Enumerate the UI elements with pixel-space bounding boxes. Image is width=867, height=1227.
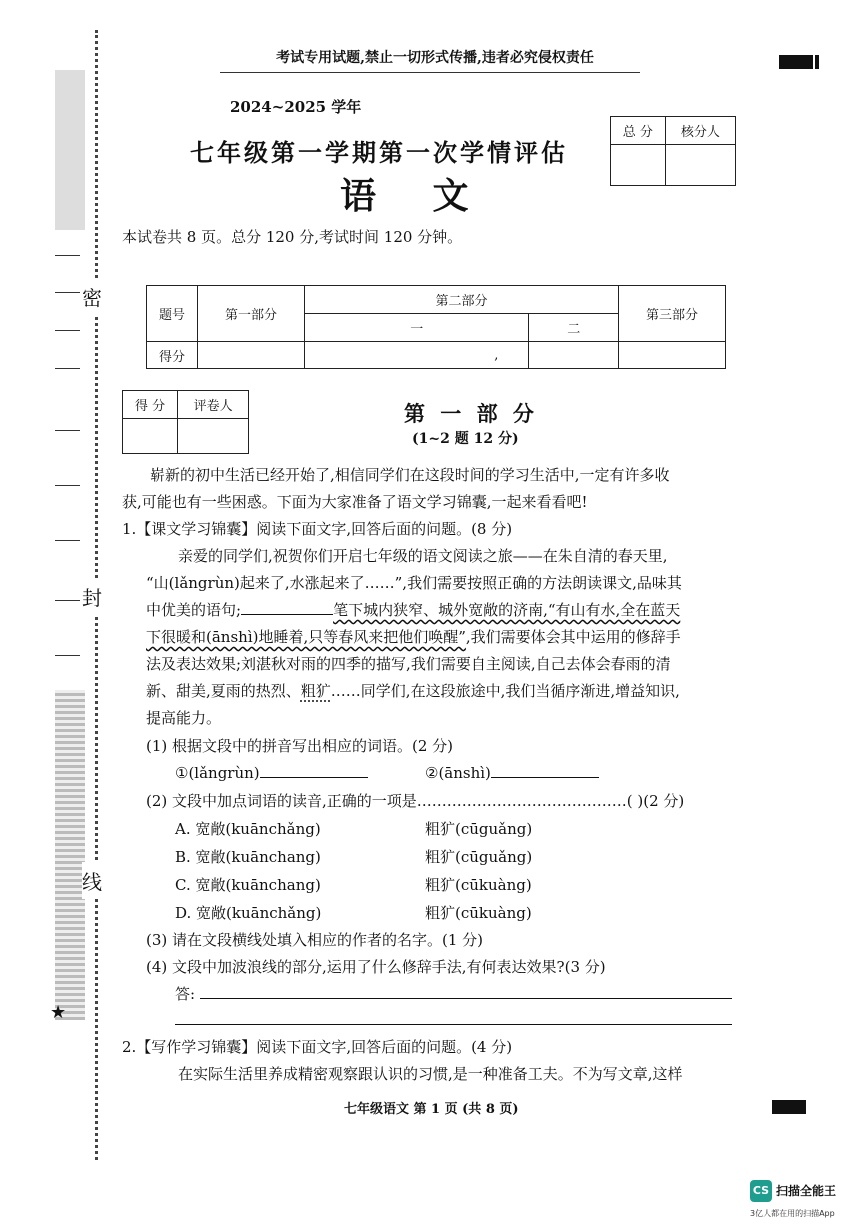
answer-line-1[interactable]	[200, 998, 732, 999]
binding-line-label: 线	[82, 862, 102, 899]
answer-label: 答:	[175, 985, 196, 1003]
binding-tick	[55, 255, 80, 256]
part1-score-input[interactable]	[123, 419, 178, 454]
q1-paragraph-line: 法及表达效果;刘湛秋对雨的四季的描写,我们需要自主阅读,自己去体会春雨的清	[146, 655, 671, 673]
part3-score-cell[interactable]	[619, 342, 726, 369]
answer-blank-1[interactable]	[260, 763, 368, 778]
answer-line-2[interactable]	[175, 1024, 732, 1025]
binding-tick	[55, 292, 80, 293]
q1-stem: 1.【课文学习锦囊】阅读下面文字,回答后面的问题。(8 分)	[122, 520, 513, 538]
wavy-text: 笔下城内狭窄、城外宽敞的济南,“有山有水,全在蓝天	[333, 601, 681, 619]
q1-sub1-b	[425, 763, 599, 782]
total-score-label: 总 分	[611, 117, 666, 145]
exam-title: 七年级第一学期第一次学情评估	[190, 138, 568, 167]
school-year: 2024~2025 学年	[230, 98, 362, 116]
binding-tick	[55, 540, 80, 541]
part3-header: 第三部分	[619, 286, 726, 342]
answer-blank-2[interactable]	[491, 763, 599, 778]
binding-tick	[55, 655, 80, 656]
binding-tick	[55, 600, 80, 601]
scanner-app-note: 3亿人都在用的扫描App	[750, 1209, 835, 1218]
cs-logo-icon: CS	[750, 1180, 772, 1202]
binding-strip-pattern	[55, 690, 85, 1020]
section-score-table	[146, 285, 726, 369]
q1-sub4: (4) 文段中加波浪线的部分,运用了什么修辞手法,有何表达效果?(3 分)	[146, 958, 606, 976]
part1-score-label: 得 分	[123, 391, 178, 419]
q1-paragraph-line: “山(lǎngrùn)起来了,水涨起来了……”,我们需要按照正确的方法朗读课文,品味其	[146, 574, 682, 592]
score-checker-cell[interactable]	[665, 145, 735, 186]
q1-sub3: (3) 请在文段横线处填入相应的作者的名字。(1 分)	[146, 931, 484, 949]
exam-subject: 语 文	[340, 175, 491, 217]
star-icon: ★	[50, 1002, 67, 1023]
exam-instructions: 本试卷共 8 页。总分 120 分,考试时间 120 分钟。	[122, 228, 463, 246]
dotted-word: 粗犷	[300, 682, 331, 700]
wavy-text: 下很暖和(ānshì)地睡着,只等春风来把他们唤醒”	[146, 628, 466, 646]
pinyin-an-shi: ②(ānshì)	[425, 764, 491, 782]
binding-tick	[55, 485, 80, 486]
option-a-right: 粗犷(cūguǎng)	[425, 820, 533, 838]
question-number-label: 题号	[147, 286, 198, 342]
binding-fix-label: 封	[82, 578, 102, 615]
q1-sub1-a	[175, 763, 368, 782]
part2-header: 第二部分	[305, 286, 619, 314]
part1-grader-box	[122, 390, 249, 454]
option-c-right: 粗犷(cūkuàng)	[425, 876, 532, 894]
page-footer: 七年级语文 第 1 页 (共 8 页)	[344, 1102, 519, 1117]
part1-score-cell[interactable]	[198, 342, 305, 369]
option-c[interactable]: C. 宽敞(kuānchang)	[175, 876, 321, 894]
binding-tick	[55, 430, 80, 431]
stray-mark: ,	[494, 347, 499, 363]
part2-sub1-header: 一	[305, 314, 529, 342]
q1-paragraph-line	[146, 626, 681, 647]
corner-mark-bottom	[772, 1100, 806, 1114]
corner-mark-small	[815, 55, 819, 69]
header-rule	[220, 72, 640, 73]
q2-stem: 2.【写作学习锦囊】阅读下面文字,回答后面的问题。(4 分)	[122, 1038, 513, 1056]
q1-paragraph-line	[146, 599, 680, 620]
q1-paragraph-line: 亲爱的同学们,祝贺你们开启七年级的语文阅读之旅——在朱自清的春天里,	[178, 547, 668, 565]
q1-paragraph-line: 提高能力。	[146, 709, 222, 727]
part1-title: 第 一 部 分	[404, 401, 538, 426]
q2-paragraph-line: 在实际生活里养成精密观察跟认识的习惯,是一种准备工夫。不为写文章,这样	[178, 1065, 683, 1083]
part2-sub2-header: 二	[529, 314, 619, 342]
option-b-right: 粗犷(cūguǎng)	[425, 848, 533, 866]
scanner-app-name: 扫描全能王	[776, 1184, 837, 1198]
part2-sub2-score-cell[interactable]	[529, 342, 619, 369]
q1-line3-start: 中优美的语句;	[146, 601, 242, 619]
q1-sub1: (1) 根据文段中的拼音写出相应的词语。(2 分)	[146, 737, 454, 755]
part1-subtitle: (1~2 题 12 分)	[412, 431, 519, 447]
part1-grader-input[interactable]	[178, 419, 249, 454]
copyright-notice: 考试专用试题,禁止一切形式传播,违者必究侵权责任	[276, 50, 594, 66]
q1-paragraph-line	[146, 680, 680, 701]
q1-line6-end: ……同学们,在这段旅途中,我们当循序渐进,增益知识,	[330, 682, 680, 700]
option-d-right: 粗犷(cūkuàng)	[425, 904, 532, 922]
binding-tick	[55, 330, 80, 331]
total-score-box	[610, 116, 736, 186]
part1-intro-line: 获,可能也有一些困惑。下面为大家准备了语文学习锦囊,一起来看看吧!	[122, 493, 588, 511]
part1-grader-label: 评卷人	[178, 391, 249, 419]
score-checker-label: 核分人	[665, 117, 735, 145]
option-a[interactable]: A. 宽敞(kuānchǎng)	[175, 820, 321, 838]
part2-sub1-score-cell[interactable]	[305, 342, 529, 369]
pinyin-lang-run: ①(lǎngrùn)	[175, 764, 260, 782]
q1-line4-end: ,我们需要体会其中运用的修辞手	[465, 628, 681, 646]
corner-mark	[779, 55, 813, 69]
author-blank[interactable]	[241, 600, 333, 615]
option-d[interactable]: D. 宽敞(kuānchǎng)	[175, 904, 322, 922]
binding-strip	[55, 70, 85, 230]
total-score-cell[interactable]	[611, 145, 666, 186]
binding-tick	[55, 368, 80, 369]
part1-intro-line: 崭新的初中生活已经开始了,相信同学们在这段时间的学习生活中,一定有许多收	[150, 466, 670, 484]
q1-sub2: (2) 文段中加点词语的读音,正确的一项是……………………………………( )(2 分)	[146, 792, 685, 810]
option-b[interactable]: B. 宽敞(kuānchang)	[175, 848, 321, 866]
part1-header: 第一部分	[198, 286, 305, 342]
q1-line6-start: 新、甜美,夏雨的热烈、	[146, 682, 301, 700]
score-row-label: 得分	[147, 342, 198, 369]
binding-seal-label: 密	[82, 278, 102, 315]
